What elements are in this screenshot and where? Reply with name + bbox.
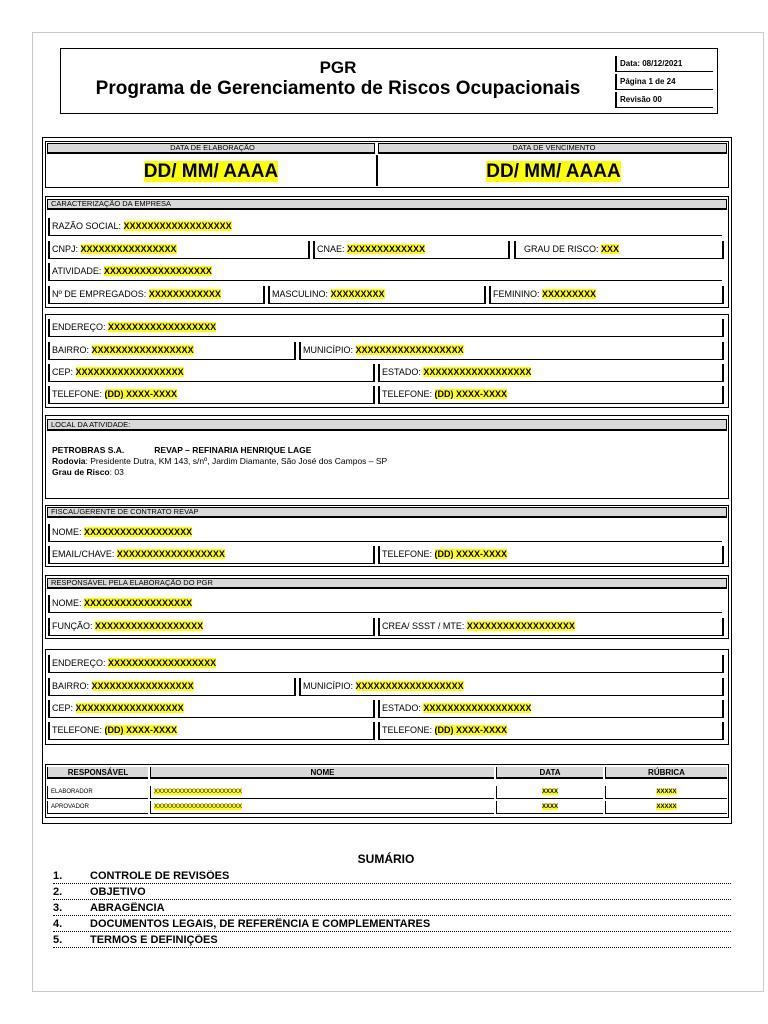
sig-header-nome: NOME <box>150 767 494 779</box>
sig-row-1-role: ELABORADOR <box>47 786 148 799</box>
fiscal-section-label: FISCAL/GERENTE DE CONTRATO REVAP <box>47 507 727 518</box>
summary-item[interactable]: 2. OBJETIVO <box>53 886 731 903</box>
sig-row-2-role: APROVADOR <box>47 801 148 814</box>
summary-item[interactable]: 5. TERMOS E DEFINIÇÕES <box>53 934 731 951</box>
summary-item[interactable]: 4. DOCUMENTOS LEGAIS, DE REFERÊNCIA E COMPLEMENTARES <box>53 918 731 935</box>
company-section-label: CARACTERIZAÇÃO DA EMPRESA <box>47 199 727 210</box>
atividade-field: ATIVIDADE: XXXXXXXXXXXXXXXXXX <box>48 263 722 281</box>
sig-row-1-rubric: XXXXX <box>605 786 727 799</box>
cep-field-1: CEP: XXXXXXXXXXXXXXXXXX <box>48 364 375 382</box>
expiry-date-value: DD/ MM/ AAAA <box>486 161 621 182</box>
responsavel-crea-field: CREA/ SSST / MTE: XXXXXXXXXXXXXXXXXX <box>378 618 724 636</box>
empregados-field: Nº DE EMPREGADOS: XXXXXXXXXXXX <box>48 286 265 304</box>
document-title: PGR <box>319 58 357 77</box>
municipio-field-1: MUNICÍPIO: XXXXXXXXXXXXXXXXXX <box>299 342 724 360</box>
sig-header-rubrica: RÚBRICA <box>605 767 727 779</box>
sig-row-2-rubric: XXXXX <box>605 801 727 814</box>
local-company-line: PETROBRAS S.A. REVAP – REFINARIA HENRIQUE LAGE <box>52 445 312 455</box>
summary-title: SUMÁRIO <box>357 852 415 866</box>
sig-row-1-name: XXXXXXXXXXXXXXXXXXXXXX <box>150 786 494 799</box>
municipio-field-2: MUNICÍPIO: XXXXXXXXXXXXXXXXXX <box>299 678 724 696</box>
sig-row-2-name: XXXXXXXXXXXXXXXXXXXXXX <box>150 801 494 814</box>
cnpj-field: CNPJ: XXXXXXXXXXXXXXXX <box>48 241 310 259</box>
elaboration-date-label: DATA DE ELABORAÇÃO <box>47 143 375 154</box>
expiry-date-label: DATA DE VENCIMENTO <box>378 143 727 154</box>
estado-field-1: ESTADO: XXXXXXXXXXXXXXXXXX <box>378 364 724 382</box>
summary-item[interactable]: 1. CONTROLE DE REVISÕES <box>53 870 731 887</box>
fiscal-email-field: EMAIL/CHAVE: XXXXXXXXXXXXXXXXXX <box>48 546 375 564</box>
responsavel-nome-field: NOME: XXXXXXXXXXXXXXXXXX <box>48 595 722 613</box>
sig-row-1-date: XXXX <box>496 786 603 799</box>
feminino-field: FEMININO: XXXXXXXXX <box>489 286 724 304</box>
endereco-field-1: ENDEREÇO: XXXXXXXXXXXXXXXXXX <box>48 319 724 337</box>
responsavel-section-label: RESPONSÁVEL PELA ELABORAÇÃO DO PGR <box>47 578 727 589</box>
telefone-field-2b: TELEFONE: (DD) XXXX-XXXX <box>378 722 724 740</box>
local-section-label: LOCAL DA ATIVIDADE: <box>47 419 727 431</box>
elaboration-date-value: DD/ MM/ AAAA <box>143 161 279 182</box>
cep-field-2: CEP: XXXXXXXXXXXXXXXXXX <box>48 700 375 718</box>
responsavel-funcao-field: FUNÇÃO: XXXXXXXXXXXXXXXXXX <box>48 618 375 636</box>
sig-row-2-date: XXXX <box>496 801 603 814</box>
header-date: Data: 08/12/2021 <box>615 56 713 72</box>
header-revision: Revisão 00 <box>615 92 713 108</box>
telefone-field-2a: TELEFONE: (DD) XXXX-XXXX <box>48 722 375 740</box>
local-grau-line: Grau de Risco: 03 <box>52 467 124 477</box>
fiscal-telefone-field: TELEFONE: (DD) XXXX-XXXX <box>378 546 724 564</box>
header-page-number: Página 1 de 24 <box>615 74 713 90</box>
telefone-field-1a: TELEFONE: (DD) XXXX-XXXX <box>48 386 375 404</box>
dates-divider <box>376 155 378 186</box>
summary-item[interactable]: 3. ABRAGÊNCIA <box>53 902 731 919</box>
cnae-field: CNAE: XXXXXXXXXXXXX <box>313 241 510 259</box>
estado-field-2: ESTADO: XXXXXXXXXXXXXXXXXX <box>378 700 724 718</box>
masculino-field: MASCULINO: XXXXXXXXX <box>268 286 486 304</box>
local-rodovia-line: Rodovia: Presidente Dutra, KM 143, s/nº, Jardim Diamante, São José dos Campos – SP <box>52 456 388 466</box>
fiscal-nome-field: NOME: XXXXXXXXXXXXXXXXXX <box>48 524 722 542</box>
sig-header-data: DATA <box>496 767 603 779</box>
sig-header-responsavel: RESPONSÁVEL <box>47 767 148 779</box>
bairro-field-1: BAIRRO: XXXXXXXXXXXXXXXXX <box>48 342 296 360</box>
razao-social-field: RAZÃO SOCIAL: XXXXXXXXXXXXXXXXXX <box>48 218 722 236</box>
endereco-field-2: ENDEREÇO: XXXXXXXXXXXXXXXXXX <box>48 655 724 673</box>
bairro-field-2: BAIRRO: XXXXXXXXXXXXXXXXX <box>48 678 296 696</box>
grau-de-risco-field: GRAU DE RISCO: XXX <box>514 241 724 259</box>
document-subtitle: Programa de Gerenciamento de Riscos Ocupacionais <box>95 78 581 99</box>
telefone-field-1b: TELEFONE: (DD) XXXX-XXXX <box>378 386 724 404</box>
